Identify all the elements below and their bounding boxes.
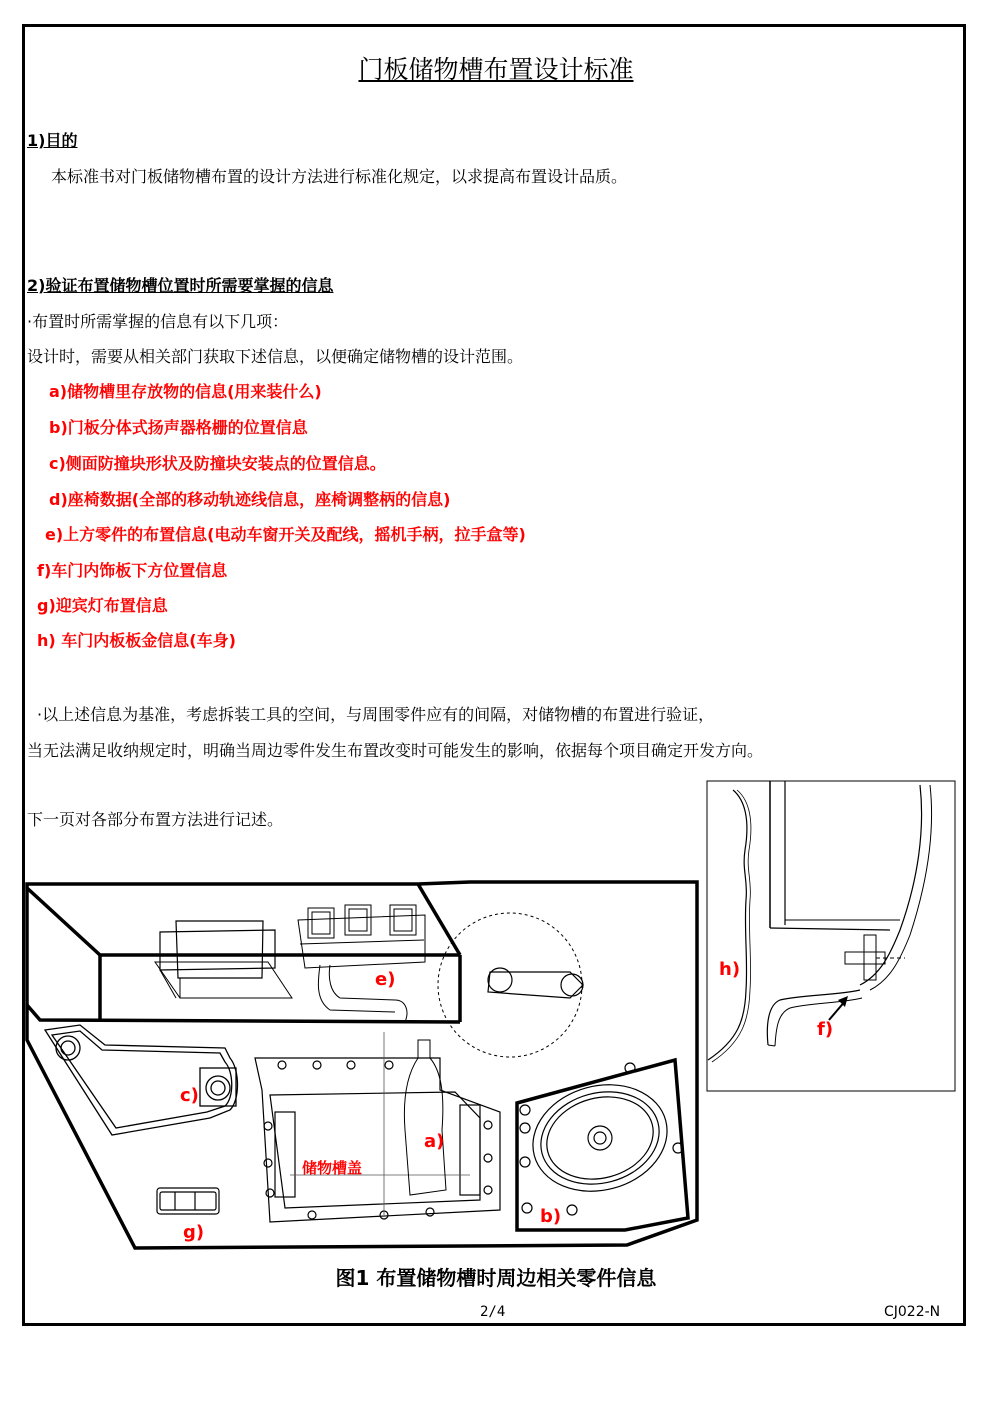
section1-heading: 1)目的	[27, 131, 78, 150]
label-e: e)	[375, 969, 396, 990]
info-item-d: d)座椅数据(全部的移动轨迹线信息，座椅调整柄的信息)	[49, 490, 451, 509]
info-item-a: a)储物槽里存放物的信息(用来装什么)	[49, 382, 322, 401]
info-item-b: b)门板分体式扬声器格栅的位置信息	[49, 418, 308, 437]
label-a: a)	[424, 1131, 445, 1152]
section2-intro1: ·布置时所需掌握的信息有以下几项：	[27, 312, 289, 331]
label-h: h)	[719, 959, 741, 980]
info-item-h: h) 车门内板板金信息(车身)	[37, 631, 236, 650]
info-item-e: e)上方零件的布置信息(电动车窗开关及配线，摇机手柄，拉手盒等)	[45, 525, 526, 544]
info-item-f: f)车门内饰板下方位置信息	[37, 561, 228, 580]
label-f: f)	[817, 1019, 834, 1040]
page-title: 门板储物槽布置设计标准	[358, 55, 634, 84]
section2-para1: ·以上述信息为基准，考虑拆装工具的空间，与周围零件应有的间隔，对储物槽的布置进行验证，	[37, 705, 715, 724]
label-storage-lid: 储物槽盖	[302, 1159, 363, 1177]
label-c: c)	[180, 1085, 199, 1106]
section2-heading: 2)验证布置储物槽位置时所需要掌握的信息	[27, 276, 334, 295]
section1-body: 本标准书对门板储物槽布置的设计方法进行标准化规定，以求提高布置设计品质。	[51, 167, 628, 186]
section2-para2: 当无法满足收纳规定时，明确当周边零件发生布置改变时可能发生的影响，依据每个项目确定开发方向。	[27, 741, 764, 760]
section2-intro2: 设计时，需要从相关部门获取下述信息，以便确定储物槽的设计范围。	[27, 347, 524, 366]
document-id: CJ022-N	[884, 1304, 941, 1320]
page-number: 2/4	[480, 1304, 506, 1320]
label-b: b)	[540, 1206, 562, 1227]
info-item-g: g)迎宾灯布置信息	[37, 596, 168, 615]
figure-caption: 图1 布置储物槽时周边相关零件信息	[335, 1266, 657, 1290]
section2-para3: 下一页对各部分布置方法进行记述。	[27, 810, 284, 829]
info-item-c: c)侧面防撞块形状及防撞块安装点的位置信息。	[49, 454, 386, 473]
label-g: g)	[183, 1222, 205, 1243]
